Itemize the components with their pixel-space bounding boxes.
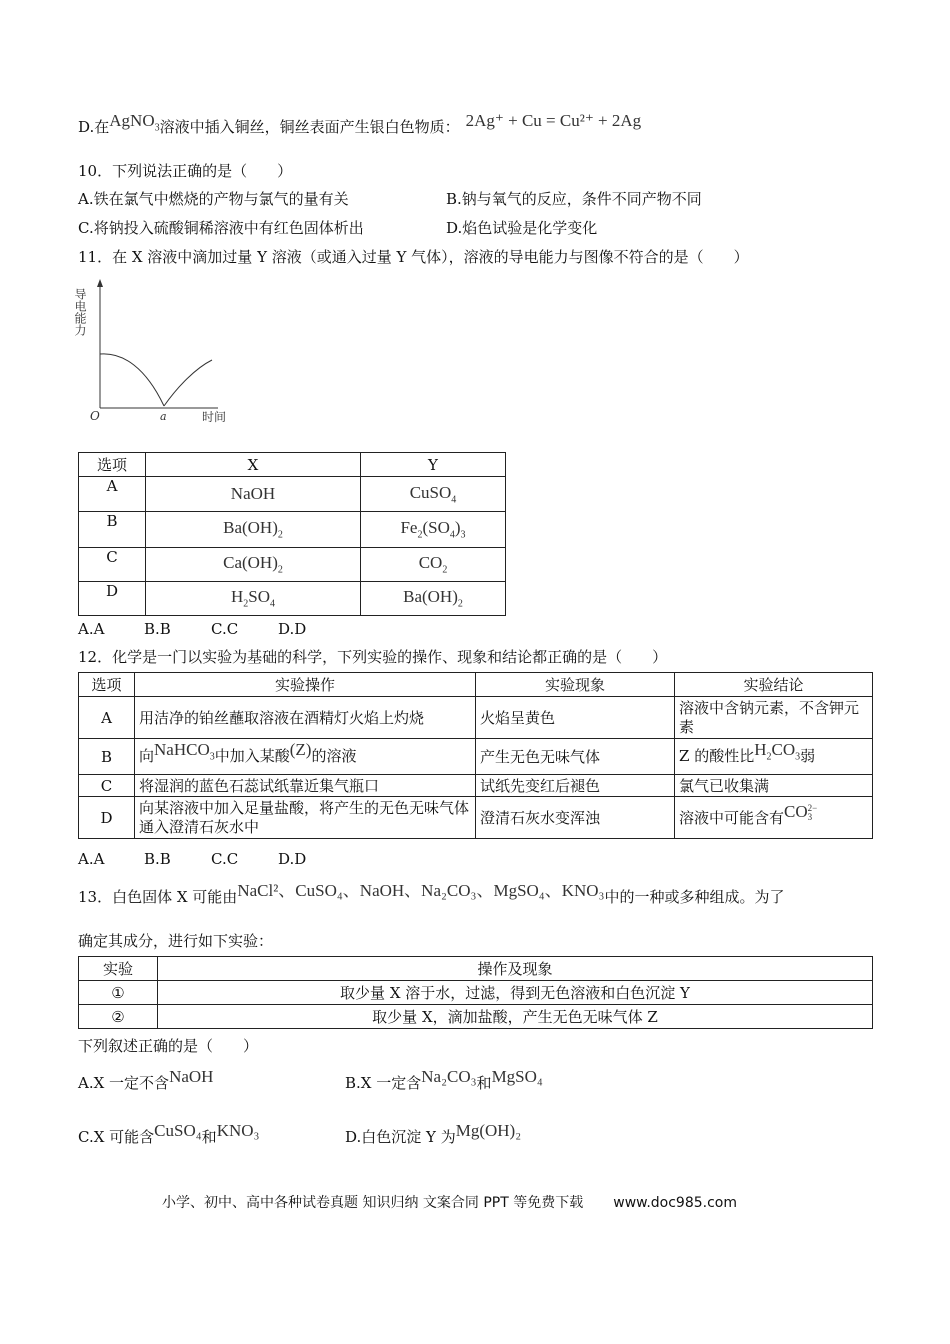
table-row: ② 取少量 X，滴加盐酸，产生无色无味气体 Z [79,1005,873,1029]
table-row: C $Ca(OH)_2$ $CO_2$ [79,548,506,582]
q12-table [78,672,873,839]
table-row: A NaOH CuSO$_4$ [79,477,506,512]
point-a-label: a [160,410,167,423]
q12-answer-b: B.B [144,850,171,868]
footer-text: 小学、初中、高中各种试卷真题 知识归纳 文案合同 PPT 等免费下载 [162,1195,584,1211]
curve-descending [100,354,164,406]
q13-table [78,956,873,1029]
origin-label: O [90,409,100,423]
table-row: B 向NaHCO$_3$中加入某酸(Z)的溶液 产生无色无味气体 Z 的酸性比$H_2CO_3$弱 [79,739,873,775]
q13-option-d: D.白色沉淀 Y 为Mg(OH)₂ [345,1121,522,1146]
table-row: C 将湿润的蓝色石蕊试纸靠近集气瓶口 试纸先变红后褪色 氯气已收集满 [79,775,873,797]
q9-option-d: D.在AgNO$_3$溶液中插入铜丝，铜丝表面产生银白色物质： 2Ag⁺ + Cu = Cu²⁺ + 2Ag [78,111,642,136]
q12-stem: 12．化学是一门以实验为基础的科学，下列实验的操作、现象和结论都正确的是（ ） [78,648,668,666]
formula-agno3: AgNO$_3$ [109,111,160,134]
q11-answer-b: B.B [144,620,171,638]
q11-table [78,452,506,616]
footer [162,1192,737,1212]
table-header-row: 实验 操作及现象 [79,957,873,981]
q11-answer-a: A.A [78,620,105,638]
footer-url[interactable]: www.doc985.com [613,1195,737,1211]
q10-option-b: B.钠与氧气的反应，条件不同产物不同 [446,190,702,208]
curve-ascending [164,360,212,406]
conductivity-graph [73,276,238,426]
q11-answer-d: D.D [278,620,307,638]
q13-option-a: A.X 一定不含NaOH [78,1067,214,1092]
q13-option-c: C.X 可能含CuSO₄和KNO₃ [78,1121,260,1146]
q10-option-a: A.铁在氯气中燃烧的产物与氯气的量有关 [78,190,349,208]
table-header-row: 选项 X Y [79,453,506,477]
y-axis-arrow [97,279,103,287]
q12-answer-a: A.A [78,850,105,868]
q12-answer-c: C.C [211,850,239,868]
q13-stem: 13．白色固体 X 可能由NaCl²、CuSO₄、NaOH、Na₂CO₃、MgSO₄、KNO₃中的一种或多种组成。为了 [78,881,785,906]
q13-question: 下列叙述正确的是（ ） [78,1037,259,1055]
equation: 2Ag⁺ + Cu = Cu²⁺ + 2Ag [465,111,642,130]
q11-stem: 11．在 X 溶液中滴加过量 Y 溶液（或通入过量 Y 气体），溶液的导电能力与图像不符合的是（ ） [78,248,749,266]
q12-answer-d: D.D [278,850,307,868]
q10-option-c: C.将钠投入硫酸铜稀溶液中有红色固体析出 [78,219,364,237]
q10-option-d: D.焰色试验是化学变化 [446,219,598,237]
q13-formulas: NaCl²、CuSO₄、NaOH、Na₂CO₃、MgSO₄、KNO₃ [237,881,605,900]
table-row: D 向某溶液中加入足量盐酸，将产生的无色无味气体通入澄清石灰水中 澄清石灰水变浑浊 溶液中可能含有CO 2− 3 [79,797,873,839]
table-row: B $Ba(OH)_2$ $Fe_2(SO_4)_3$ [79,512,506,548]
q13-option-b: B.X 一定含Na₂CO₃和MgSO₄ [345,1067,543,1092]
table-row: A 用洁净的铂丝蘸取溶液在酒精灯火焰上灼烧 火焰呈黄色 溶液中含钠元素，不含钾元素 [79,697,873,739]
table-row: D $H_2SO_4$ $Ba(OH)_2$ [79,582,506,616]
table-header-row: 选项 实验操作 实验现象 实验结论 [79,673,873,697]
q10-stem: 10．下列说法正确的是（ ） [78,162,293,180]
x-axis-label: 时间 [202,410,227,424]
table-row: ① 取少量 X 溶于水，过滤，得到无色溶液和白色沉淀 Y [79,981,873,1005]
y-axis-label: 导电能力 [73,288,87,336]
q11-answer-c: C.C [211,620,239,638]
q13-stem-line2: 确定其成分，进行如下实验： [78,932,274,950]
